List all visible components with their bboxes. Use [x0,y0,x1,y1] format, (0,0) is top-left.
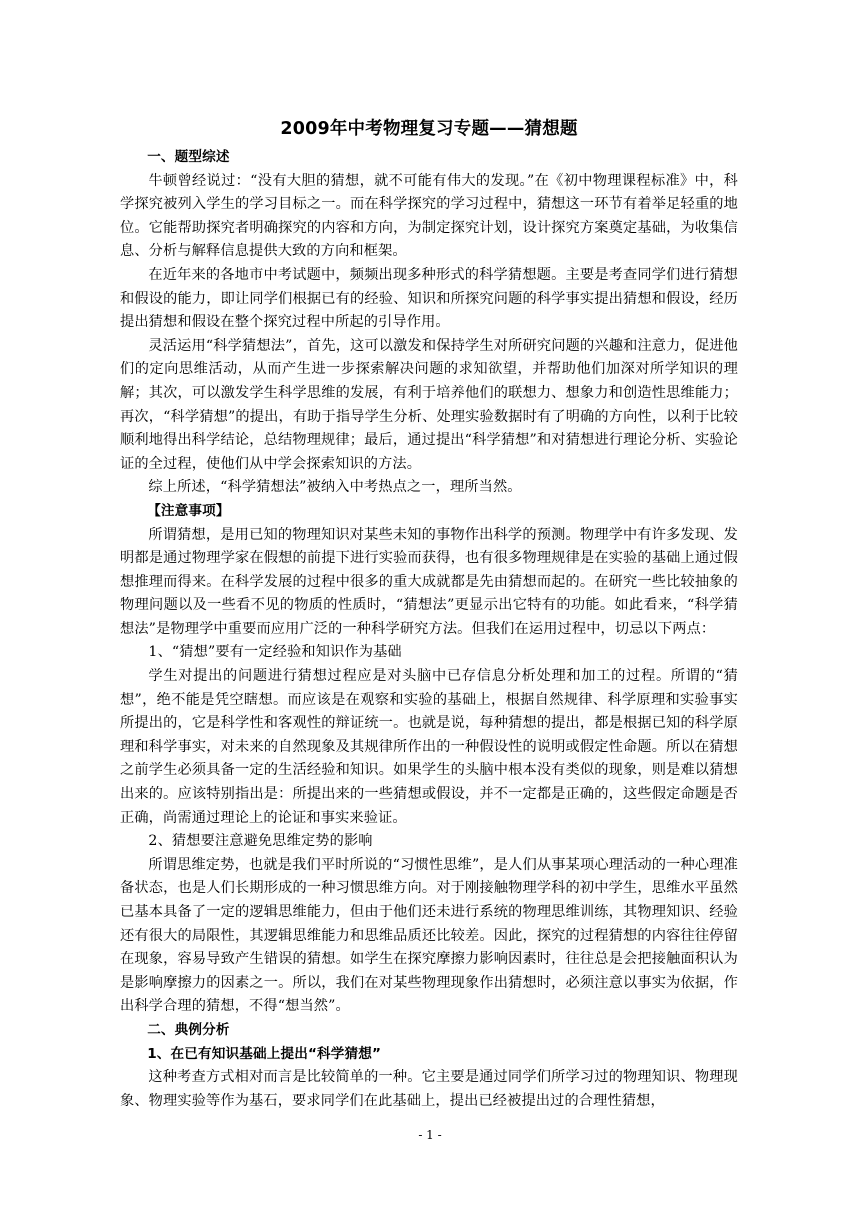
subheading-point-2: 2、猜想要注意避免思维定势的影响 [148,833,373,850]
paragraph: 学生对提出的问题进行猜想过程应是对头脑中已存信息分析处理和加工的过程。所谓的“猜想”，绝不能是凭空瞎想。而应该是在观察和实验的基础上，根据自然规律、科学原理和实验事实所提出的，它是科学性和客观性的辩证统一。也就是说，每种猜想的提出，都是根据已知的科学原理和科学事实，对未来的自然现象及其规律所作出的一种假设性的说明或假定性命题。所以在猜想之前学生必须具备一定的生活经验和知识。如果学生的头脑中根本没有类似的现象，则是难以猜想出来的。应该特别指出是：所提出来的一些猜想或假设，并不一定都是正确的，这些假定命题是否正确，尚需通过理论上的论证和事实来验证。 [120,668,738,826]
section-subheading-example-1: 1、在已有知识基础上提出“科学猜想” [147,1045,382,1062]
paragraph: 在近年来的各地市中考试题中，频频出现多种形式的科学猜想题。主要是考查同学们进行猜想和假设的能力，即让同学们根据已有的经验、知识和所探究问题的科学事实提出猜想和假设，经历提出猜想和假设在整个探究过程中所起的引导作用。 [120,266,738,331]
document-body [120,114,738,1113]
section-heading-examples: 二、典例分析 [147,1021,230,1038]
section-heading-notes: 【注意事项】 [147,502,230,519]
paragraph: 这种考查方式相对而言是比较简单的一种。它主要是通过同学们所学习过的物理知识、物理现象、物理实验等作为基石，要求同学们在此基础上，提出已经被提出过的合理性猜想， [120,1069,738,1109]
paragraph: 牛顿曾经说过：“没有大胆的猜想，就不可能有伟大的发现。”在《初中物理课程标准》中，科学探究被列入学生的学习目标之一。而在科学探究的学习过程中，猜想这一环节有着举足轻重的地位。它能帮助探究者明确探究的内容和方向，为制定探究计划，设计探究方案奠定基础，为收集信息、分析与解释信息提供大致的方向和框架。 [120,172,738,260]
subheading-point-1: 1、“猜想”要有一定经验和知识作为基础 [148,644,402,661]
paragraph: 综上所述，“科学猜想法”被纳入中考热点之一，理所当然。 [148,479,522,496]
page-number: - 1 - [418,1128,442,1142]
paragraph: 灵活运用“科学猜想法”，首先，这可以激发和保持学生对所研究问题的兴趣和注意力，促进他们的定向思维活动，从而产生进一步探索解决问题的求知欲望，并帮助他们加深对所学知识的理解；其次，可以激发学生科学思维的发展，有利于培养他们的联想力、想象力和创造性思维能力；再次，“科学猜想”的提出，有助于指导学生分析、处理实验数据时有了明确的方向性，以利于比较顺利地得出科学结论，总结物理规律；最后，通过提出“科学猜想”和对猜想进行理论分析、实验论证的全过程，使他们从中学会探索知识的方法。 [120,337,738,472]
document-title: 2009年中考物理复习专题——猜想题 [280,119,578,139]
paragraph: 所谓思维定势，也就是我们平时所说的“习惯性思维”，是人们从事某项心理活动的一种心理准备状态，也是人们长期形成的一种习惯思维方向。对于刚接触物理学科的初中学生，思维水平虽然已基本具备了一定的逻辑思维能力，但由于他们还未进行系统的物理思维训练，其物理知识、经验还有很大的局限性，其逻辑思维能力和思维品质还比较差。因此，探究的过程猜想的内容往往停留在现象，容易导致产生错误的猜想。如学生在探究摩擦力影响因素时，往往总是会把接触面积认为是影响摩擦力的因素之一。所以，我们在对某些物理现象作出猜想时，必须注意以事实为依据，作出科学合理的猜想，不得“想当然”。 [120,856,738,1015]
section-heading-overview: 一、题型综述 [147,149,230,165]
paragraph: 所谓猜想，是用已知的物理知识对某些未知的事物作出科学的预测。物理学中有许多发现、发明都是通过物理学家在假想的前提下进行实验而获得，也有很多物理规律是在实验的基础上通过假想推理而得来。在科学发展的过程中很多的重大成就都是先由猜想而起的。在研究一些比较抽象的物理问题以及一些看不见的物质的性质时，“猜想法”更显示出它特有的功能。如此看来，“科学猜想法”是物理学中重要而应用广泛的一种科学研究方法。但我们在运用过程中，切忌以下两点： [120,526,738,637]
